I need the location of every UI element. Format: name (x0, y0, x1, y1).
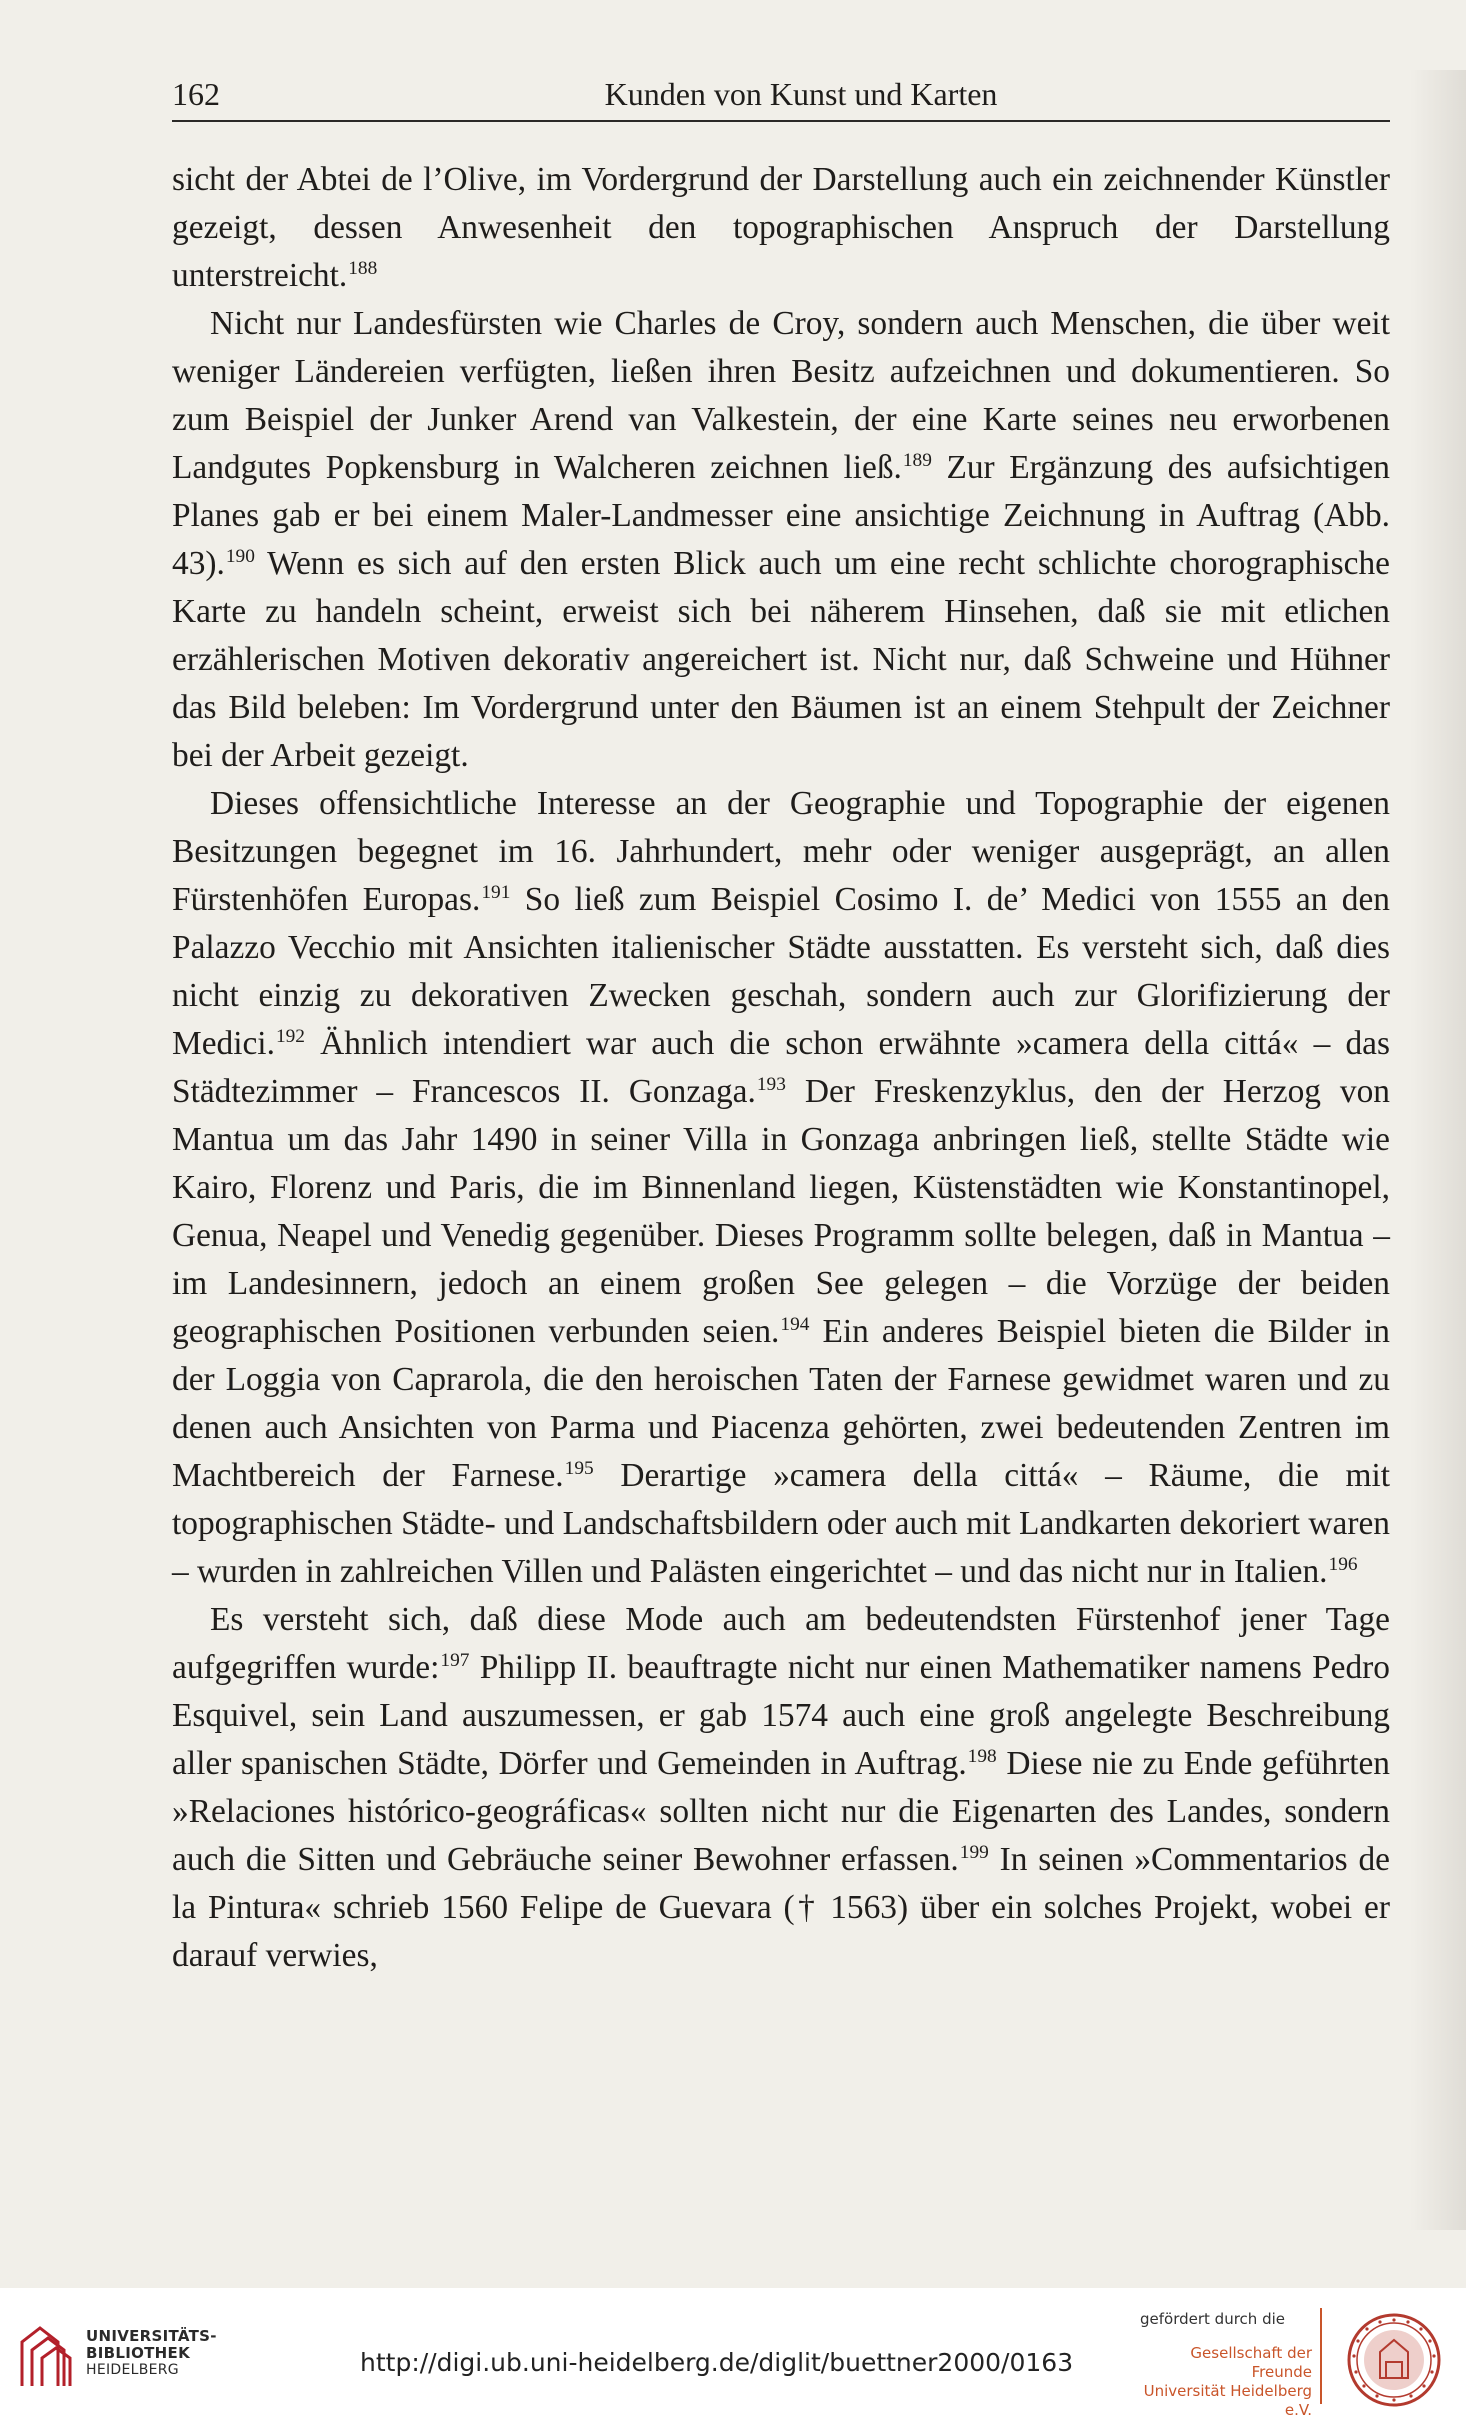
body-text (172, 156, 1390, 1980)
society-name (1130, 2344, 1312, 2418)
running-title: Kunden von Kunst und Karten (604, 76, 998, 112)
paragraph-text: Es versteht sich, daß diese Mode auch am bedeutendsten Fürstenhof jener Tage aufgegriffen wurde: (172, 1601, 1390, 1686)
paragraph-text: Nicht nur Landesfürsten wie Charles de Croy, sondern auch Menschen, die über weit weniger Ländereien verfügten, ließen ihren Besitz aufzeichnen und dokumentieren. So zum Beispiel der Junker Arend van Valkestein, der eine Karte seines neu erworbenen Landgutes Popkensburg in Walcheren zeichnen ließ. (172, 305, 1390, 486)
digitization-footer (0, 2288, 1466, 2418)
paragraph-text: Wenn es sich auf den ersten Blick auch um eine recht schlichte chorographische Karte zu handeln scheint, erweist sich bei näherem Hinsehen, daß sie mit etlichen erzählerischen Motiven dekorativ angereichert ist. Nicht nur, daß Schweine und Hühner das Bild beleben: Im Vordergrund unter den Bäumen ist an einem Stehpult der Zeichner bei der Arbeit gezeigt. (172, 545, 1390, 774)
running-header (172, 72, 1390, 122)
paragraph-text: Ähnlich intendiert war auch die schon erwähnte »camera della cittá« – das Städtezimmer – Francescos II. Gonzaga. (172, 1025, 1390, 1110)
footnote-ref: 195 (564, 1458, 594, 1479)
footnote-ref: 196 (1328, 1554, 1358, 1575)
paragraph-text: Zur Ergänzung des aufsichtigen Planes gab er bei einem Maler-Landmesser eine ansichtige Zeichnung in Auftrag (Abb. 43). (172, 449, 1390, 582)
paragraph-2 (172, 300, 1390, 780)
footnote-ref: 188 (348, 258, 378, 279)
permalink-url[interactable]: http://digi.ub.uni-heidelberg.de/diglit/buettner2000/0163 (360, 2348, 1074, 2377)
footnote-ref: 193 (756, 1074, 786, 1095)
paragraph-text: Derartige »camera della cittá« – Räume, die mit topographischen Städte- und Landschaftsbildern oder auch mit Landkarten dekoriert waren – wurden in zahlreichen Villen und Palästen eingerichtet – und das nicht nur in Italien. (172, 1457, 1390, 1590)
paragraph-text: Diese nie zu Ende geführten »Relaciones histórico-geográficas« sollten nicht nur die Eigenarten des Landes, sondern auch die Sitten und Gebräuche seiner Bewohner erfassen. (172, 1745, 1390, 1878)
paragraph-text: Philipp II. beauftragte nicht nur einen Mathematiker namens Pedro Esquivel, sein Land auszumessen, er gab 1574 auch eine groß angelegte Beschreibung aller spanischen Städte, Dörfer und Gemeinden in Auftrag. (172, 1649, 1390, 1782)
library-name-line: BIBLIOTHEK (86, 2344, 190, 2362)
society-name-line: Gesellschaft der Freunde (1190, 2344, 1312, 2381)
paragraph-text: Dieses offensichtliche Interesse an der Geographie und Topographie der eigenen Besitzungen begegnet im 16. Jahrhundert, mehr oder weniger ausgeprägt, an allen Fürstenhöfen Europas. (172, 785, 1390, 918)
page-edge-shadow (1410, 70, 1466, 2230)
footnote-ref: 192 (275, 1026, 305, 1047)
footnote-ref: 190 (225, 546, 255, 567)
page-number: 162 (172, 76, 220, 112)
society-name-line: Universität Heidelberg e.V. (1143, 2382, 1312, 2418)
footnote-ref: 198 (967, 1746, 997, 1767)
paragraph-text: sicht der Abtei de l’Olive, im Vordergrund der Darstellung auch ein zeichnender Künstler gezeigt, dessen Anwesenheit den topographischen Anspruch der Darstellung unterstreicht. (172, 161, 1390, 294)
paragraph-4 (172, 1596, 1390, 1980)
footer-divider (1320, 2308, 1322, 2404)
university-library-logo-icon (14, 2320, 80, 2390)
paragraph-text: So ließ zum Beispiel Cosimo I. de’ Medici von 1555 an den Palazzo Vecchio mit Ansichten italienischer Städte ausstatten. Es versteht sich, daß dies nicht einzig zu dekorativen Zwecken geschah, sondern auch zur Glorifizierung der Medici. (172, 881, 1390, 1062)
funded-by-label: gefördert durch die (1140, 2310, 1285, 2328)
library-name-line: UNIVERSITÄTS- (86, 2327, 217, 2345)
paragraph-text: Ein anderes Beispiel bieten die Bilder in der Loggia von Caprarola, die den heroischen Taten der Farnese gewidmet waren und zu denen auch Ansichten von Parma und Piacenza gehörten, zwei bedeutenden Zentren im Machtbereich der Farnese. (172, 1313, 1391, 1494)
paragraph-3 (172, 780, 1390, 1596)
library-name (86, 2328, 217, 2379)
footnote-ref: 189 (902, 450, 932, 471)
footnote-ref: 194 (780, 1314, 810, 1335)
university-seal-icon (1346, 2312, 1442, 2408)
paragraph-text: In seinen »Commentarios de la Pintura« schrieb 1560 Felipe de Guevara († 1563) über ein solches Projekt, wobei er darauf verwies, (172, 1841, 1390, 1974)
footnote-ref: 197 (440, 1650, 470, 1671)
footnote-ref: 199 (959, 1842, 989, 1863)
paragraph-text: Der Freskenzyklus, den der Herzog von Mantua um das Jahr 1490 in seiner Villa in Gonzaga anbringen ließ, stellte Städte wie Kairo, Florenz und Paris, die im Binnenland liegen, Küstenstädten wie Konstantinopel, Genua, Neapel und Venedig gegenüber. Dieses Programm sollte belegen, daß in Mantua – im Landesinnern, jedoch an einem großen See gelegen – die Vorzüge der beiden geographischen Positionen verbunden seien. (172, 1073, 1391, 1350)
paragraph-1 (172, 156, 1390, 300)
library-name-line: HEIDELBERG (86, 2362, 179, 2378)
footnote-ref: 191 (481, 882, 511, 903)
